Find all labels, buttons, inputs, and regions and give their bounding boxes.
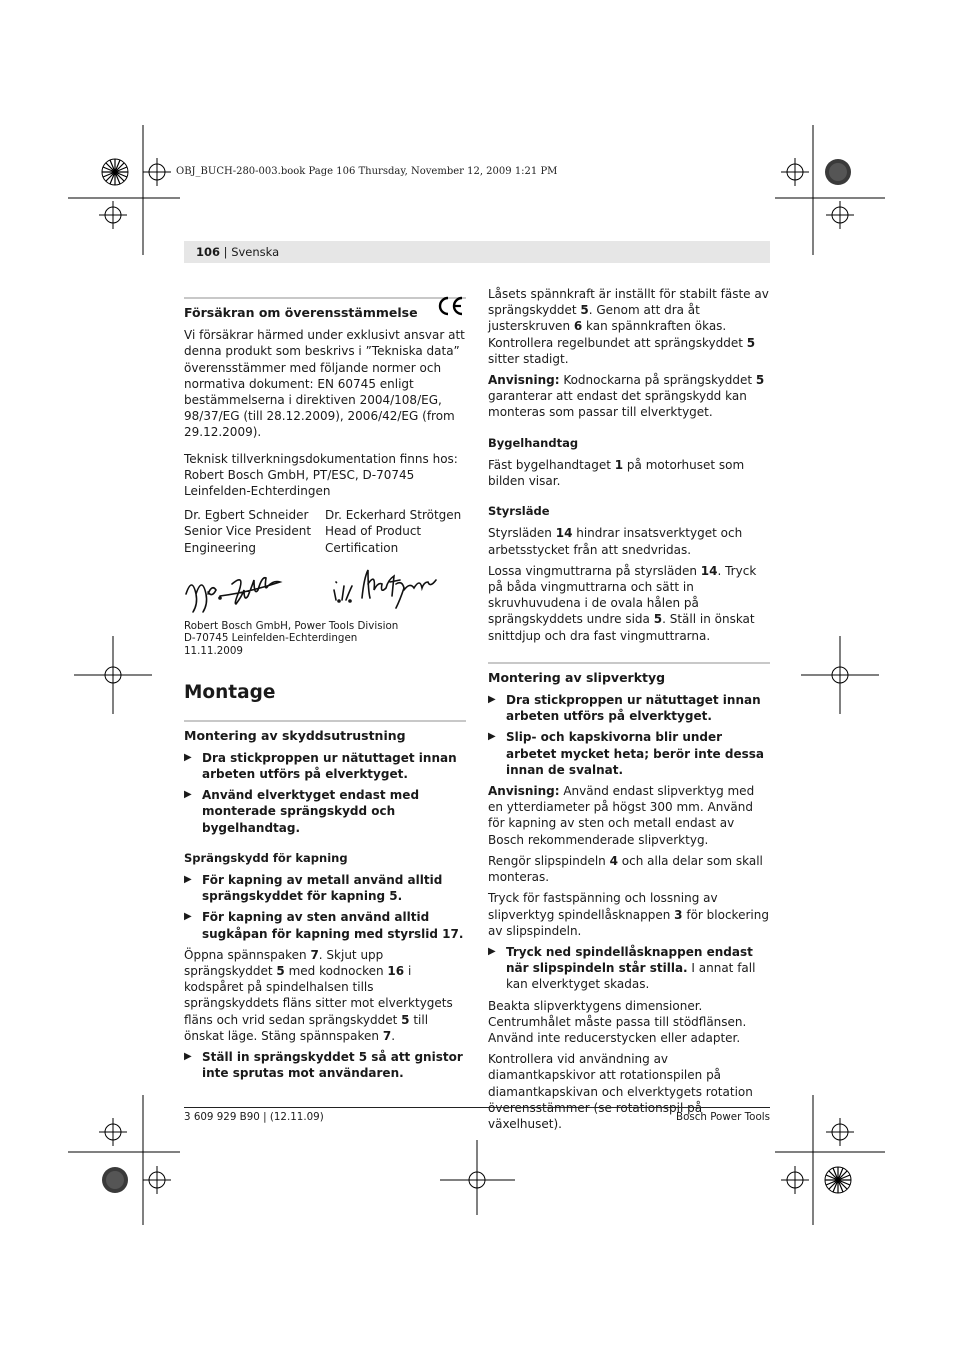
bullet-arrow-icon: ▶ bbox=[488, 945, 496, 957]
bullet-item: ▶ Tryck ned spindellåsknappen endast när slipspindeln står stilla. I annat fall kan elverktyget skadas. bbox=[488, 944, 756, 992]
guide-subheading: Styrsläde bbox=[488, 504, 550, 519]
cut-paragraph: Öppna spännspaken 7. Skjut upp sprängskyddet 5 med kodnocken 16 i kodspåret på spindelhalsen tills sprängskyddets fläns sitter mot elverktygets fläns och vrid sedan sprängskyddet 5 till önskat läge. Stäng spännspaken 7. bbox=[184, 947, 453, 1043]
signatures bbox=[184, 564, 466, 614]
footer-brand: Bosch Power Tools bbox=[676, 1111, 770, 1123]
star-target-icon bbox=[102, 159, 128, 185]
page-header bbox=[184, 241, 770, 263]
page-number: 106 bbox=[196, 245, 221, 259]
declaration-section bbox=[184, 297, 466, 657]
dimensions-paragraph: Beakta slipverktygens dimensioner. Centrumhålet måste passa till stödflänsen. Använd inte reducerstycken eller adapter. bbox=[488, 998, 747, 1045]
bullet-arrow-icon: ▶ bbox=[488, 694, 496, 706]
declaration-heading: Försäkran om överensstämmelse bbox=[184, 305, 418, 320]
signer-1: Dr. Egbert Schneider Senior Vice President Engineering bbox=[184, 508, 312, 555]
bullet-arrow-icon: ▶ bbox=[184, 1051, 192, 1062]
company-block: Robert Bosch GmbH, Power Tools Division D-70745 Leinfelden-Echterdingen 11.11.2009 bbox=[184, 619, 399, 657]
cut-guard-subheading: Sprängskydd för kapning bbox=[184, 850, 348, 865]
left-column bbox=[184, 293, 466, 1086]
bullet-arrow-icon: ▶ bbox=[184, 789, 192, 801]
bullet-item: ▶ Ställ in sprängskyddet 5 så att gnistor inte sprutas mot användaren. bbox=[184, 1050, 463, 1081]
montage-heading: Montage bbox=[184, 682, 276, 704]
header-separator: | bbox=[220, 245, 232, 259]
ce-mark-icon bbox=[436, 295, 464, 317]
bullet-arrow-icon: ▶ bbox=[184, 751, 192, 763]
bullet-item: ▶ Använd elverktyget endast med monterade sprängskydd och bygelhandtag. bbox=[184, 788, 420, 835]
guard-heading: Montering av skyddsutrustning bbox=[184, 727, 406, 743]
crosshair-target-icon bbox=[99, 201, 127, 229]
bullet-item: ▶ Dra stickproppen ur nätuttaget innan arbeten utförs på elverktyget. bbox=[488, 693, 761, 724]
crosshair-target-icon bbox=[826, 201, 854, 229]
note-paragraph: Anvisning: Kodnockarna på sprängskyddet 5 garanterar att endast det sprängskydd kan monteras som passar till elverktyget. bbox=[488, 373, 765, 420]
lock-paragraph: Låsets spännkraft är inställt för stabilt fäste av sprängskyddet 5. Genom att dra åt justerskruven 6 kan spännkraften ökas. Kontrollera regelbundet att sprängskyddet 5 sitter stadigt. bbox=[488, 287, 769, 366]
diamond-paragraph: Kontrollera vid användning av diamantkapskivor att rotationspilen på diamantkapskivan och elverktygets rotation överensstämmer (se rotationspil på växelhuset). bbox=[488, 1052, 753, 1131]
declaration-text: Vi försäkrar härmed under exklusivt ansvar att denna produkt som beskrivs i ”Tekniska data” överensstämmer med följande normer och normativa dokument: EN 60745 enligt bestämmelserna i direktiven 2004/108/EG, 98/37/EG (till 28.12.2009), 2006/42/EG (from 29.12.2009). bbox=[184, 328, 465, 440]
tension-paragraph: Tryck för fastspänning och lossning av slipverktyg spindellåsknappen 3 för blockering av slipspindeln. bbox=[488, 891, 769, 938]
bullet-item: ▶ Slip- och kapskivorna blir under arbetet mycket heta; berör inte dessa innan de svalnat. bbox=[488, 730, 764, 777]
grinding-heading: Montering av slipverktyg bbox=[488, 669, 666, 685]
crosshair-target-icon bbox=[826, 1118, 854, 1146]
bullet-item: ▶ För kapning av metall använd alltid sprängskyddet för kapning 5. bbox=[184, 872, 443, 904]
signers bbox=[184, 507, 466, 556]
handle-paragraph: Fäst bygelhandtaget 1 på motorhuset som bilden visar. bbox=[488, 457, 745, 489]
solid-target-icon bbox=[825, 159, 851, 185]
bullet-item: ▶ Dra stickproppen ur nätuttaget innan arbeten utförs på elverktyget. bbox=[184, 750, 457, 781]
clean-paragraph: Rengör slipspindeln 4 och alla delar som skall monteras. bbox=[488, 853, 763, 885]
handwritten-signature-image bbox=[184, 564, 466, 614]
solid-target-icon bbox=[102, 1167, 128, 1193]
handle-subheading: Bygelhandtag bbox=[488, 435, 579, 450]
bullet-item: ▶ För kapning av sten använd alltid sugkåpan för kapning med styrslid 17. bbox=[184, 910, 464, 941]
guard-section bbox=[184, 720, 466, 1082]
bullet-arrow-icon: ▶ bbox=[184, 911, 192, 923]
grinding-section bbox=[488, 662, 770, 1132]
star-target-icon bbox=[825, 1167, 851, 1193]
guide-paragraph-1: Styrsläden 14 hindrar insatsverktyget och arbetsstycket från att snedvridas. bbox=[488, 526, 743, 557]
crosshair-target-icon bbox=[99, 1118, 127, 1146]
header-language: Svenska bbox=[231, 245, 280, 259]
crosshair-target-icon bbox=[781, 158, 809, 186]
right-column bbox=[488, 286, 770, 1137]
grind-note-paragraph: Anvisning: Använd endast slipverktyg med en ytterdiameter på högst 300 mm. Använd för kapning av sten och metall endast av Bosch rekommenderade slipverktyg. bbox=[488, 784, 755, 847]
page-footer bbox=[184, 1107, 770, 1123]
tech-doc-text: Teknisk tillverkningsdokumentation finns hos: Robert Bosch GmbH, PT/ESC, D-70745 Leinfelden-Echterdingen bbox=[184, 451, 458, 499]
signer-2: Dr. Eckerhard Strötgen Head of Product Certification bbox=[325, 508, 462, 555]
guide-paragraph-2: Lossa vingmuttrarna på styrsläden 14. Tryck på båda vingmuttrarna och sätt in skruvhuvudena i de ovala hålen på sprängskyddets undre sida 5. Ställ in önskat snittdjup och dra fast vingmuttrarna. bbox=[488, 563, 757, 643]
crosshair-target-icon bbox=[143, 158, 171, 186]
bullet-arrow-icon: ▶ bbox=[488, 731, 496, 743]
print-info-line: OBJ_BUCH-280-003.book Page 106 Thursday, November 12, 2009 1:21 PM bbox=[176, 166, 558, 177]
crosshair-target-icon bbox=[781, 1166, 809, 1194]
bullet-arrow-icon: ▶ bbox=[184, 873, 192, 885]
crosshair-target-icon bbox=[143, 1166, 171, 1194]
footer-doc-number: 3 609 929 B90 | (12.11.09) bbox=[184, 1111, 324, 1123]
